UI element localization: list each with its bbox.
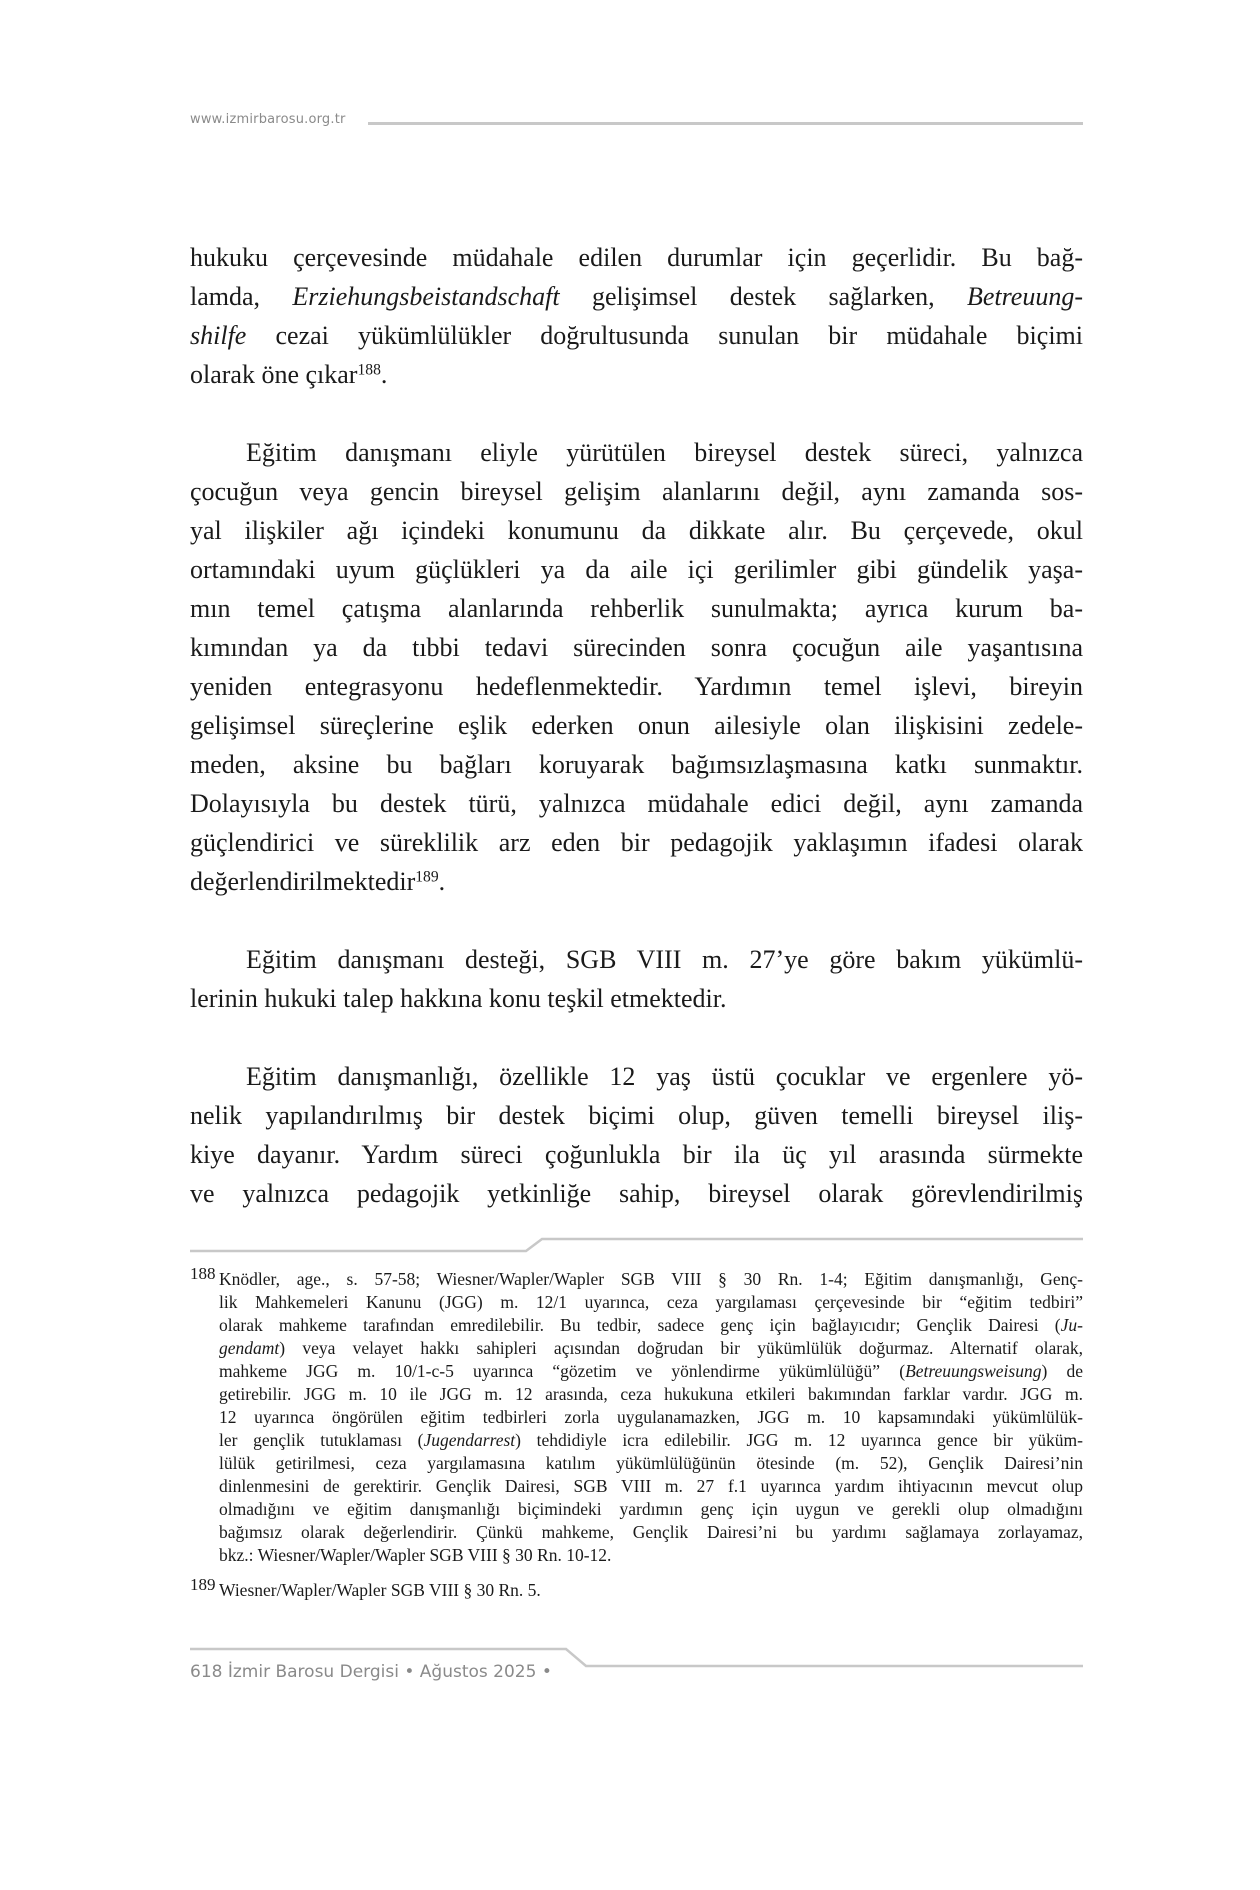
text-line: [219, 1452, 1083, 1475]
text-line: [190, 1096, 1083, 1135]
text-line: [219, 1291, 1083, 1314]
footnote-reference[interactable]: 188: [357, 361, 381, 379]
text-segment: mın temel çatışma alanlarında rehberlik sunulmakta; ayrıca kurum ba-: [190, 594, 1083, 623]
text-segment: 12 uyarınca öngörülen eğitim tedbirleri zorla uygulanamazken, JGG m. 10 kapsamındaki yükümlülük-: [219, 1407, 1083, 1427]
text-line: [219, 1360, 1083, 1383]
text-segment: çocuğun veya gencin bireysel gelişim alanlarını değil, aynı zamanda sos-: [190, 477, 1083, 506]
text-line: [190, 550, 1083, 589]
text-segment: bkz.: Wiesner/Wapler/Wapler SGB VIII § 30 Rn. 10-12.: [219, 1545, 612, 1565]
bullet: •: [541, 1662, 552, 1682]
text-line: [219, 1498, 1083, 1521]
text-segment: dinlenmesini de gerektirir. Gençlik Dairesi, SGB VIII m. 27 f.1 uyarınca yardım ihtiyacının mevcut olup: [219, 1476, 1083, 1496]
issue-date: Ağustos 2025: [419, 1662, 537, 1682]
text-line: [190, 277, 1083, 316]
text-segment: Eğitim danışmanı eliyle yürütülen bireysel destek süreci, yalnızca: [246, 438, 1083, 467]
text-segment: ortamındaki uyum güçlükleri ya da aile içi gerilimler gibi gündelik yaşa-: [190, 555, 1083, 584]
footnote-number: 189: [190, 1575, 216, 1594]
text-line: [190, 979, 1083, 1018]
text-segment: lamda,: [190, 282, 293, 311]
text-segment: Knödler, age., s. 57-58; Wiesner/Wapler/Wapler SGB VIII § 30 Rn. 1-4; Eğitim danışmanlığı, Genç-: [219, 1269, 1083, 1289]
text-line: [190, 862, 1083, 901]
text-segment: değerlendirilmektedir: [190, 867, 416, 896]
text-line: [219, 1521, 1083, 1544]
text-line: [219, 1383, 1083, 1406]
text-line: [190, 355, 1083, 394]
text-line: [190, 472, 1083, 511]
text-segment: cezai yükümlülükler doğrultusunda sunulan bir müdahale biçimi: [246, 321, 1083, 350]
text-segment: güçlendirici ve süreklilik arz eden bir pedagojik yaklaşımın ifadesi olarak: [190, 828, 1083, 857]
text-segment: mahkeme JGG m. 10/1-c-5 uyarınca “gözetim ve yönlendirme yükümlülüğü” (: [219, 1361, 906, 1381]
text-line: [190, 1057, 1083, 1096]
body-text: [190, 238, 1083, 1213]
text-segment: lülük getirilmesi, ceza yargılamasına katılım yükümlülüğünün ötesinde (m. 52), Gençlik Dairesi’nin: [219, 1453, 1083, 1473]
footnote-189: [190, 1575, 1083, 1602]
text-line: [190, 745, 1083, 784]
text-line: [219, 1429, 1083, 1452]
text-line: [219, 1579, 1083, 1602]
text-line: [190, 628, 1083, 667]
text-segment: olmadığını ve eğitim danışmanlığı biçimindeki yardımın genç için uygun ve gerekli olup olmadığını: [219, 1499, 1083, 1519]
text-line: [190, 589, 1083, 628]
text-segment: Jugendarrest: [423, 1430, 516, 1450]
text-line: [219, 1314, 1083, 1337]
text-segment: yal ilişkiler ağı içindeki konumunu da dikkate alır. Bu çerçevede, okul: [190, 516, 1083, 545]
footnote-reference[interactable]: 189: [415, 868, 439, 886]
text-line: [190, 1135, 1083, 1174]
text-segment: .: [380, 360, 388, 389]
text-line: [190, 823, 1083, 862]
page-number: 618: [190, 1662, 223, 1682]
text-line: [190, 433, 1083, 472]
text-line: [190, 238, 1083, 277]
text-segment: bağımsız olarak değerlendirir. Çünkü mahkeme, Gençlik Dairesi’ni bu yardımı sağlamaya zorlayamaz,: [219, 1522, 1083, 1542]
text-line: [190, 706, 1083, 745]
text-line: [190, 667, 1083, 706]
text-segment: ) tehdidiyle icra edilebilir. JGG m. 12 uyarınca gence bir yüküm-: [515, 1430, 1083, 1450]
text-segment: ve yalnızca pedagojik yetkinliğe sahip, bireysel olarak görevlendirilmiş: [190, 1179, 1083, 1208]
text-segment: gendamt: [219, 1338, 280, 1358]
text-segment: hukuku çerçevesinde müdahale edilen durumlar için geçerlidir. Bu bağ-: [190, 243, 1083, 272]
text-segment: Wiesner/Wapler/Wapler SGB VIII § 30 Rn. 5.: [219, 1580, 541, 1600]
text-segment: shilfe: [190, 321, 247, 350]
text-segment: Dolayısıyla bu destek türü, yalnızca müdahale edici değil, aynı zamanda: [190, 789, 1083, 818]
text-segment: ) de: [1041, 1361, 1083, 1381]
footnotes: [190, 1264, 1083, 1614]
footer: [190, 1662, 552, 1682]
text-segment: kımından ya da tıbbi tedavi sürecinden sonra çocuğun aile yaşantısına: [190, 633, 1083, 662]
text-segment: olarak mahkeme tarafından emredilebilir. Bu tedbir, sadece genç için bağlayıcıdır; Gençlik Dairesi (: [219, 1315, 1061, 1335]
text-line: [190, 1174, 1083, 1213]
bullet: •: [404, 1662, 415, 1682]
text-line: [219, 1406, 1083, 1429]
header-website: www.izmirbarosu.org.tr: [190, 112, 346, 127]
text-segment: ) veya velayet hakkı sahipleri açısından doğrudan bir yükümlülük doğurmaz. Alternatif olarak,: [279, 1338, 1083, 1358]
footnote-number: 188: [190, 1264, 216, 1283]
text-segment: kiye dayanır. Yardım süreci çoğunlukla bir ila üç yıl arasında sürmekte: [190, 1140, 1083, 1169]
text-line: [190, 316, 1083, 355]
text-line: [190, 940, 1083, 979]
text-line: [219, 1337, 1083, 1360]
text-segment: lik Mahkemeleri Kanunu (JGG) m. 12/1 uyarınca, ceza yargılaması çerçevesinde bir “eğitim tedbiri”: [219, 1292, 1083, 1312]
text-segment: Betreuung-: [967, 282, 1083, 311]
text-line: [219, 1544, 1083, 1567]
text-segment: nelik yapılandırılmış bir destek biçimi olup, güven temelli bireysel iliş-: [190, 1101, 1083, 1130]
text-segment: meden, aksine bu bağları koruyarak bağımsızlaşmasına katkı sunmaktır.: [190, 750, 1083, 779]
text-segment: ler gençlik tutuklaması (: [219, 1430, 424, 1450]
text-segment: lerinin hukuki talep hakkına konu teşkil etmektedir.: [190, 984, 727, 1013]
text-segment: Eğitim danışmanlığı, özellikle 12 yaş üstü çocuklar ve ergenlere yö-: [246, 1062, 1083, 1091]
text-segment: yeniden entegrasyonu hedeflenmektedir. Yardımın temel işlevi, bireyin: [190, 672, 1083, 701]
text-segment: Erziehungsbeistandschaft: [292, 282, 560, 311]
text-segment: Eğitim danışmanı desteği, SGB VIII m. 27’ye göre bakım yükümlü-: [246, 945, 1083, 974]
text-segment: Ju-: [1060, 1315, 1083, 1335]
text-line: [190, 784, 1083, 823]
text-segment: getirebilir. JGG m. 10 ile JGG m. 12 arasında, ceza hukukuna etkileri bakımından farklar vardır. JGG m.: [219, 1384, 1083, 1404]
text-segment: gelişimsel süreçlerine eşlik ederken onun ailesiyle olan ilişkisini zedele-: [190, 711, 1083, 740]
header-rule: [368, 122, 1083, 125]
text-segment: .: [438, 867, 446, 896]
text-segment: olarak öne çıkar: [190, 360, 358, 389]
text-line: [219, 1268, 1083, 1291]
text-line: [219, 1475, 1083, 1498]
text-line: [190, 511, 1083, 550]
text-segment: gelişimsel destek sağlarken,: [559, 282, 967, 311]
footnote-188: [190, 1264, 1083, 1567]
text-segment: Betreuungsweisung: [905, 1361, 1042, 1381]
footnote-separator: [190, 1236, 1083, 1256]
journal-name: İzmir Barosu Dergisi: [227, 1662, 399, 1682]
